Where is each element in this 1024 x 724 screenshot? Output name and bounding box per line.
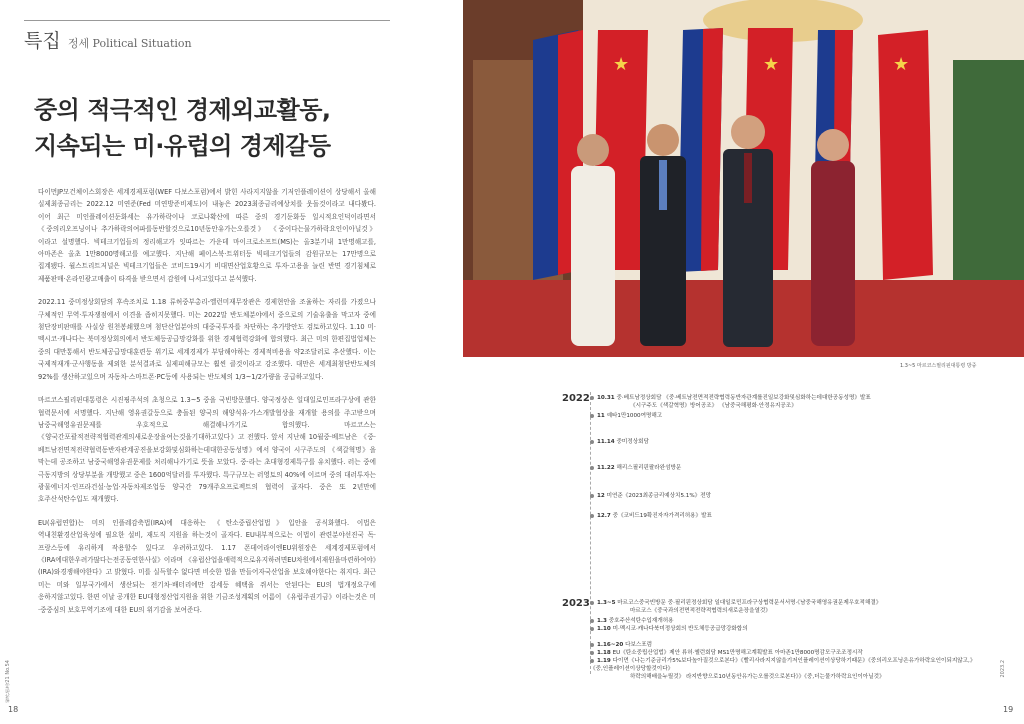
timeline-event: 11.22 해리스필리핀팔라완섬방문 xyxy=(590,464,980,472)
article-body xyxy=(38,186,376,627)
year-2022: 2022 xyxy=(562,393,590,404)
date-side-label: 2023.2 xyxy=(1000,660,1006,678)
bullet-dot xyxy=(590,440,594,444)
person-2 xyxy=(640,124,686,346)
timeline-event: 1.16~20 다보스포럼 xyxy=(590,641,980,649)
section-label: 특집 xyxy=(24,30,61,52)
paragraph: EU(유럽연합)는 미의 인플레감축법(IRA)에 대응하는 《탄소중립산업법》입안을 공식화했다. 이법은 역내친환경산업육성에 필요한 설비, 재도직 지원을 하는것이 골자다. EU내부적으로는 이법이 관련분야선진국 독·프랑스등에 유리하게 작용할수 있다고 우려하고있다. 1.17 폰데어라이엔EU위원장은 세계경제포럼에서 《IRA에대한우려가많다는전공동연한사실》이라며 《유럽산업을매력적으로유지하려면EU차원에서재원을마련하여야》(IRA)와경쟁해야한다》고 밝혔다. 미를 실득할수 없다면 비슷한 법을 만들어자국산업을 보호해야한다는 취지다. 최근 미는 미와 일부국가에서 생산되는 전기차·배터리에만 감세등 혜택을 쥐서는 안된다는 EU의 법개정요구에 응하지않고있다. 한편 이날 공개한 EU대형정산업지원을 위한 기금조성계획의 어름이 《유럽주권기금》이라는것은 미·중중심의 보호무역기조에 대한 EU의 위기감을 보여준다. xyxy=(38,518,376,614)
timeline-event: 12.7 중《코비드19확진자자가격리허용》발표 xyxy=(590,512,980,520)
bullet-dot xyxy=(590,514,594,518)
bullet-dot xyxy=(590,494,594,498)
timeline-event: 11.14 중미정상회담 xyxy=(590,438,980,446)
year-2023: 2023 xyxy=(562,598,590,609)
paragraph: 2022.11 중미정상회담의 후속조치로 1.18 류허중부총리-옐런미재무장관은 경제현안을 조율하는 자리를 가졌으나 구체적인 무역·투자쟁점에서 이견을 좁히지못했다. 미는 2022말 반도체분야에서 중으로의 기술유출을 막고자 중에 첨단장비판매를 사실상 원천봉쇄했으며 첨단산업분야의 대중국투자를 차단하는 추가방안도 검토하고있다. 1.10 미·멕시코·캐나다는 북미정상회의에서 반도체등공급망강화를 위한 경제협력강화에 합의했다. 최근 미의 한편집법업체는 중의 대만통해서 반도체공급망대훈련등 위기로 세계경제가 부담해야하는 경제적비용을 약2조달러로 추산했다. 이는 국제적재개·군사행동을 제외한 분석결과로 실제피해규모는 훨씬 클것이라고 강조했다. 대만은 세계최첨단반도체의 92%를 생산하고있으며 자동차·스마트폰·PC등에 사용되는 반도체의 1/3~1/2가량을 공급하고있다. xyxy=(38,298,376,381)
headline xyxy=(34,92,414,164)
timeline-event: 12 미연준《2023최종금리예상치5.1%》전망 xyxy=(590,492,980,500)
page-number-right: 19 xyxy=(1003,705,1014,714)
bullet-dot xyxy=(590,651,594,655)
svg-text:★: ★ xyxy=(613,54,630,75)
paragraph: 마르코스필리핀대통령은 시진핑주석의 초청으로 1.3~5 중을 국빈방문했다. 양국정상은 일대일로민프라구상에 관한 협력문서에 서명했다. 지난해 영유권갈등으로 충돌된 양국의 해양석유·가스개발협상을 재개할 용의를 주고받으며 남중국해영유권문제를 우호적으로 해결해나가기로 합의했다. 마르코스는 《양국간포괄적전략적협력관계의새로운장을여는것을기대하고있다》고 전했다. 앞서 지난해 10월중·베트남은 《중·베트남전면적전략협력동반자관계공진을보강화및심화하는데대한공동성명》에서 양국이 시구주도의 《색갈혁명》을 막는데 공조하고 남중국해영유권문제를 처리해나가기로 뜻을 모았다. 중·라는 초대형경제특구를 유치했다. 러는 중에 극동지방의 상당부분을 개방했고 중은 1600억달러를 투자했다. 특구규모는 러영토의 40%에 이르며 중의 대러투자는 광물에너지·인프라건설·농업·자동차제조업등 양국간 79개주요프로젝트의 협력이 골자다. 중은 또 2년만에 호주산석탄수입도 재개했다. xyxy=(38,396,376,504)
timeline-event: 1.19 다이먼《나는기준금리가5%보다높아질것으로본다》《빨리사라지지않을기저인플레이션이상당하기때문》《중의리오프닝은유가하락요인이되지않고,》《중,인플레이션이상당할것이다》 하락의해배을누릴것》 라지반향으로10년동안유가는오를것으로본다》》《중,더는물가하락요인이아닐것》 xyxy=(590,658,976,680)
headline-line2: 지속되는 미·유럽의 경제갈등 xyxy=(34,132,331,160)
section-header xyxy=(24,26,192,53)
section-sublabel: 정세 Political Situation xyxy=(67,37,192,50)
plant xyxy=(953,60,1024,280)
bullet-dot xyxy=(590,619,594,623)
summit-photo-illustration xyxy=(463,0,1024,357)
timeline-event: 11 예타1만1000여명해고 xyxy=(590,412,980,420)
person-3 xyxy=(723,115,773,347)
timeline-event: 1.10 미·멕시코·캐나다북미정상회의 반도체등공급망강화합의 xyxy=(590,625,980,633)
bullet-dot xyxy=(590,396,594,400)
header-rule xyxy=(24,20,390,21)
bullet-dot xyxy=(590,601,594,605)
timeline-event: 1.3 중호주산석탄수입재개허용 xyxy=(590,617,980,625)
page-number-left: 18 xyxy=(8,705,19,714)
svg-text:★: ★ xyxy=(763,54,780,75)
svg-text:★: ★ xyxy=(893,54,910,75)
paragraph: 다이먼JP모건체이스회장은 세계경제포럼(WEF 다보스포럼)에서 밝힌 사라지지않을 기저인플레이션이 상당해서 올해 실제최종금리는 2022.12 미연준(Fed 미연방준비제도)이 내놓은 2023최종금리예상치를 웃돌것이라고 내다봤다. 이어 최근 미인플레이션둔화세는 유가하락이나 코로나확산에 따른 중의 경기둔화등 일시적요인덕이라면서 《중의리오프닝이나 추가하락의여파를동반할것으로10년동안유가는오를것》 《중이다는물가하락요인이아닐것》이라고 설명했다. 빅테크기업들의 정리해고가 잇따르는 가운데 마이크로소프트(MS)는 올3분기내 1만명해고를, 아마존은 올초 1만8000명해고를 예고했다. 지난해 페이스북·트위터등 빅테크기업들의 감원규모는 17만명으로 집계됐다. 월스트리트저널은 빅테크기업들은 코비드19시기 비대면산업호황으로 투자·고용을 늘린 반면 경기침체로 제품판매·온라인광고매출이 타격을 받으면서 감원에 나서고있다고 분석했다. xyxy=(38,188,376,283)
photo-caption: 1.3~5 마르코스필리핀대통령 방중 xyxy=(900,363,977,369)
person-4 xyxy=(811,129,855,346)
bullet-dot xyxy=(590,414,594,418)
timeline-event: 1.18 EU《탄소중립산업법》제안 류허·옐런회담 MS1만명해고계획발표 아마존1만8000명감모구조조정시작 xyxy=(590,649,980,657)
timeline-event: 1.3~5 마르코스중국빈방문 중·필리핀정상회담 일대일로민프라구상협력문서서명·《남중국해영유권문제우호적해결》 마르코스《중국과의전면적전략적협력의새로운장을열것》 xyxy=(590,599,980,615)
bullet-dot xyxy=(590,643,594,647)
bullet-dot xyxy=(590,466,594,470)
bullet-dot xyxy=(590,627,594,631)
headline-line1: 중의 적극적인 경제외교활동, xyxy=(34,96,331,124)
journal-side-label: 월간민족21 No.54 xyxy=(5,660,11,703)
summit-photo xyxy=(463,0,1024,357)
timeline-event: 10.31 중·베트남정상회담 《중·베트남전면적전략협력동반자관계를진일보강화및심화하는데대한공동성명》발표 《시구주도《색갈혁명》방어공조》 《남중국해평화·안정유지공조》 xyxy=(590,394,980,410)
bullet-dot xyxy=(590,659,594,663)
timeline xyxy=(562,392,990,692)
